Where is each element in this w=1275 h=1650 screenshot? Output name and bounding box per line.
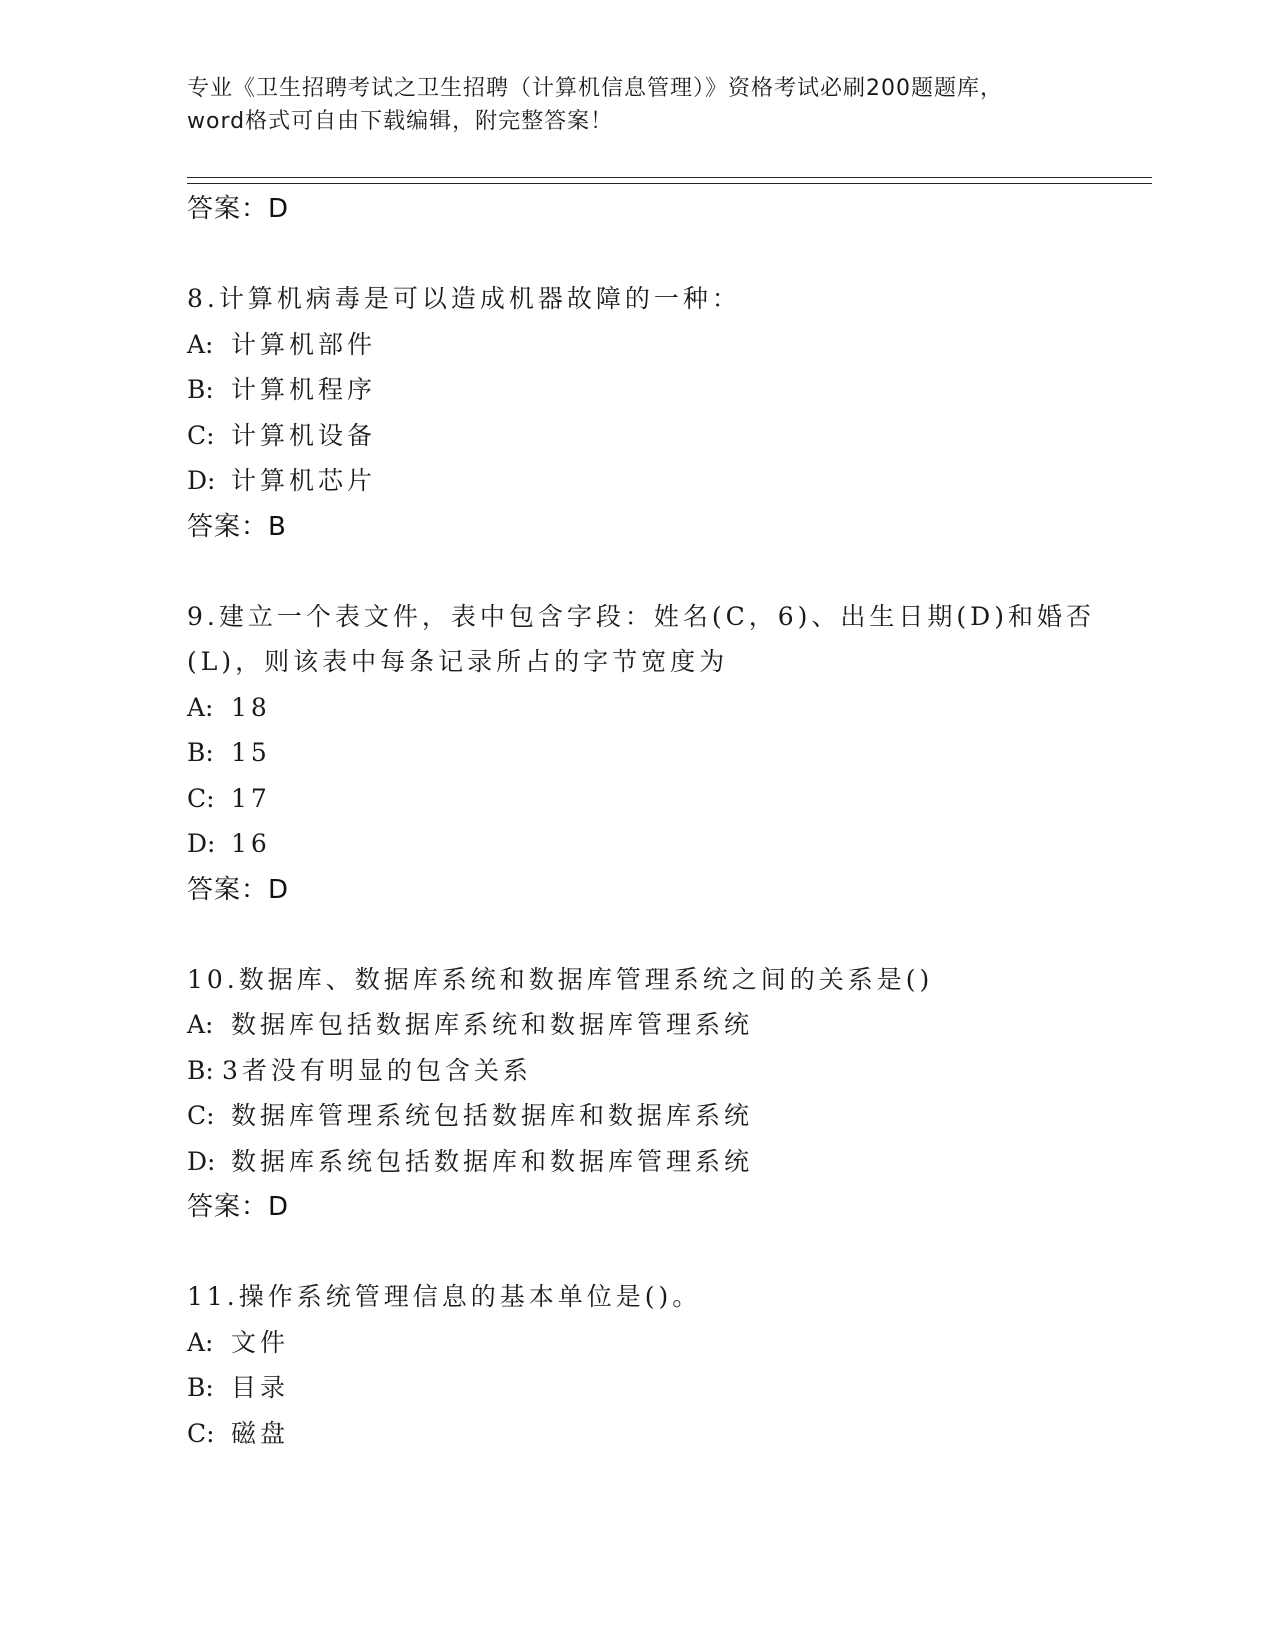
question-11 [187,1274,1137,1456]
answer-label: 答案：D [187,874,290,905]
option-a: A: 18 [187,692,271,722]
option-b: B: 计算机程序 [187,375,377,404]
answer-label: 答案：B [187,511,287,542]
option-a: A: 计算机部件 [187,329,377,359]
spacer [187,1230,1137,1274]
question-9 [187,594,1137,913]
header-divider-top [187,177,1152,178]
option-a: A: 数据库包括数据库系统和数据库管理系统 [187,1010,754,1039]
question-text: 10.数据库、数据库系统和数据库管理系统之间的关系是() [187,964,934,994]
answer-label: 答案：D [187,1192,290,1222]
option-c: C: 磁盘 [187,1418,290,1448]
option-a: A: 文件 [187,1327,290,1357]
previous-answer: 答案：D [187,194,290,224]
question-text: 11.操作系统管理信息的基本单位是()。 [187,1282,702,1311]
question-8 [187,276,1137,550]
header-divider-bottom [187,183,1152,184]
option-b: B: 目录 [187,1373,290,1402]
document-header [187,72,1087,138]
option-d: D: 数据库系统包括数据库和数据库管理系统 [187,1146,754,1176]
option-c: C: 17 [187,783,271,813]
option-b: B: 3者没有明显的包含关系 [187,1055,532,1085]
option-c: C: 数据库管理系统包括数据库和数据库系统 [187,1101,754,1130]
option-d: D: 计算机芯片 [187,466,377,495]
header-line-2: word格式可自由下载编辑，附完整答案！ [187,109,614,134]
spacer [187,232,1137,276]
question-text: 8.计算机病毒是可以造成机器故障的一种： [187,284,741,313]
question-text: 9.建立一个表文件，表中包含字段：姓名(C，6)、出生日期(D)和婚否(L)，则该表中每条记录所占的字节宽度为 [187,601,1095,676]
option-b: B: 15 [187,738,271,767]
option-d: D: 16 [187,829,271,858]
question-list [187,186,1137,1456]
spacer [187,913,1137,957]
header-line-1: 专业《卫生招聘考试之卫生招聘（计算机信息管理）》资格考试必刷200题题库， [187,76,1003,101]
spacer [187,550,1137,594]
question-10 [187,957,1137,1231]
option-c: C: 计算机设备 [187,420,377,450]
